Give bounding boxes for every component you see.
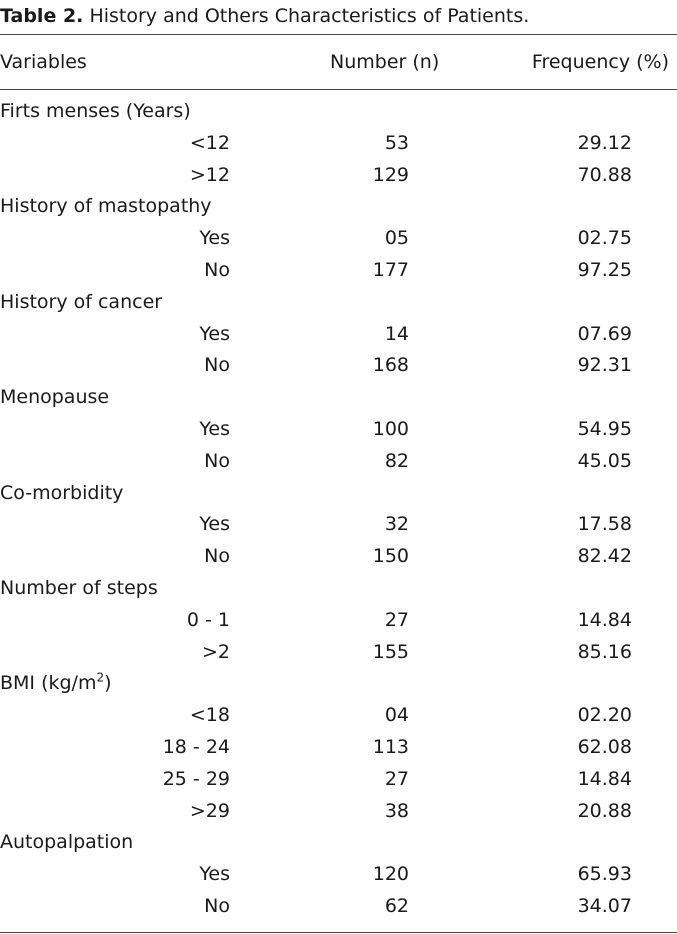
group-title-text: Menopause [0,386,110,409]
row-frequency: 82.42 [577,545,632,568]
table-row [0,732,677,764]
row-frequency: 97.25 [577,258,632,281]
group-title [0,287,162,319]
row-frequency: 85.16 [577,640,632,663]
row-frequency: 92.31 [577,354,632,377]
header-frequency: Frequency (%) [531,51,669,73]
table-header-rule [0,89,677,90]
table-row [0,414,677,446]
group-title-text: BMI (kg/m [0,672,97,695]
table-row [0,223,677,255]
group-title [0,382,109,414]
group-title-text: History of mastopathy [0,195,212,218]
header-variables: Variables [0,51,87,73]
row-label: No [204,258,230,281]
row-frequency: 29.12 [577,131,632,154]
row-label: Yes [199,863,230,886]
row-label: No [204,449,230,472]
row-label: Yes [199,513,230,536]
row-number: 177 [372,258,409,281]
table-row [0,350,677,382]
header-number: Number (n) [330,51,440,73]
row-frequency: 45.05 [577,449,632,472]
group-title [0,478,123,510]
group-title [0,827,133,859]
table-group-row [0,478,677,510]
row-number: 113 [372,735,409,758]
table-row [0,541,677,573]
table-row [0,605,677,637]
row-number: 100 [372,417,409,440]
row-label: <12 [189,131,230,154]
table-group-row [0,573,677,605]
table-group-row [0,668,677,700]
row-frequency: 02.20 [577,704,632,727]
table-row [0,319,677,351]
group-title-text: Autopalpation [0,831,134,854]
row-label: 0 - 1 [186,608,230,631]
table-group-row [0,287,677,319]
table-row [0,859,677,891]
row-label: No [204,545,230,568]
row-label: Yes [199,227,230,250]
table-group-row [0,96,677,128]
row-number: 155 [372,640,409,663]
table-row [0,446,677,478]
row-number: 05 [384,227,409,250]
group-title-text: Co-morbidity [0,481,124,504]
table-caption-label: Table 2. [0,5,84,27]
row-number: 150 [372,545,409,568]
row-frequency: 62.08 [577,735,632,758]
table-top-rule [0,34,677,35]
row-frequency: 65.93 [577,863,632,886]
table-row [0,764,677,796]
row-label: No [204,354,230,377]
row-frequency: 20.88 [577,799,632,822]
group-title [0,668,112,700]
row-label: 25 - 29 [162,767,230,790]
group-title-suffix: ) [104,672,112,695]
group-title [0,573,158,605]
row-label: >2 [201,640,230,663]
row-frequency: 02.75 [577,227,632,250]
table-row [0,128,677,160]
table-row [0,637,677,669]
row-number: 04 [384,704,409,727]
table-row [0,160,677,192]
table-bottom-rule [0,932,677,933]
row-number: 120 [372,863,409,886]
row-label: 18 - 24 [162,735,230,758]
table-row [0,796,677,828]
table-group-row [0,191,677,223]
row-number: 14 [384,322,409,345]
row-number: 62 [384,894,409,917]
table-caption [0,2,529,30]
row-number: 32 [384,513,409,536]
row-label: >29 [189,799,230,822]
row-label: Yes [199,322,230,345]
table-row [0,255,677,287]
group-title-superscript: 2 [96,671,105,686]
table-group-row [0,382,677,414]
row-frequency: 54.95 [577,417,632,440]
table-row [0,891,677,923]
row-number: 27 [384,767,409,790]
table-body [0,96,677,923]
row-number: 82 [384,449,409,472]
row-number: 53 [384,131,409,154]
table-row [0,509,677,541]
row-number: 38 [384,799,409,822]
row-label: >12 [189,163,230,186]
group-title-text: Firts menses (Years) [0,100,191,122]
row-label: Yes [199,417,230,440]
row-frequency: 34.07 [577,894,632,917]
table-caption-text: History and Others Characteristics of Patients. [89,5,530,27]
row-frequency: 07.69 [577,322,632,345]
row-frequency: 14.84 [577,767,632,790]
row-frequency: 17.58 [577,513,632,536]
row-label: <18 [189,704,230,727]
row-label: No [204,894,230,917]
row-number: 168 [372,354,409,377]
table-group-row [0,827,677,859]
table-row [0,700,677,732]
table-header-row [0,44,677,80]
row-number: 27 [384,608,409,631]
group-title [0,191,212,223]
group-title-text: Number of steps [0,576,158,599]
row-frequency: 70.88 [577,163,632,186]
row-number: 129 [372,163,409,186]
row-frequency: 14.84 [577,608,632,631]
group-title-text: History of cancer [0,290,163,313]
group-title [0,96,191,128]
